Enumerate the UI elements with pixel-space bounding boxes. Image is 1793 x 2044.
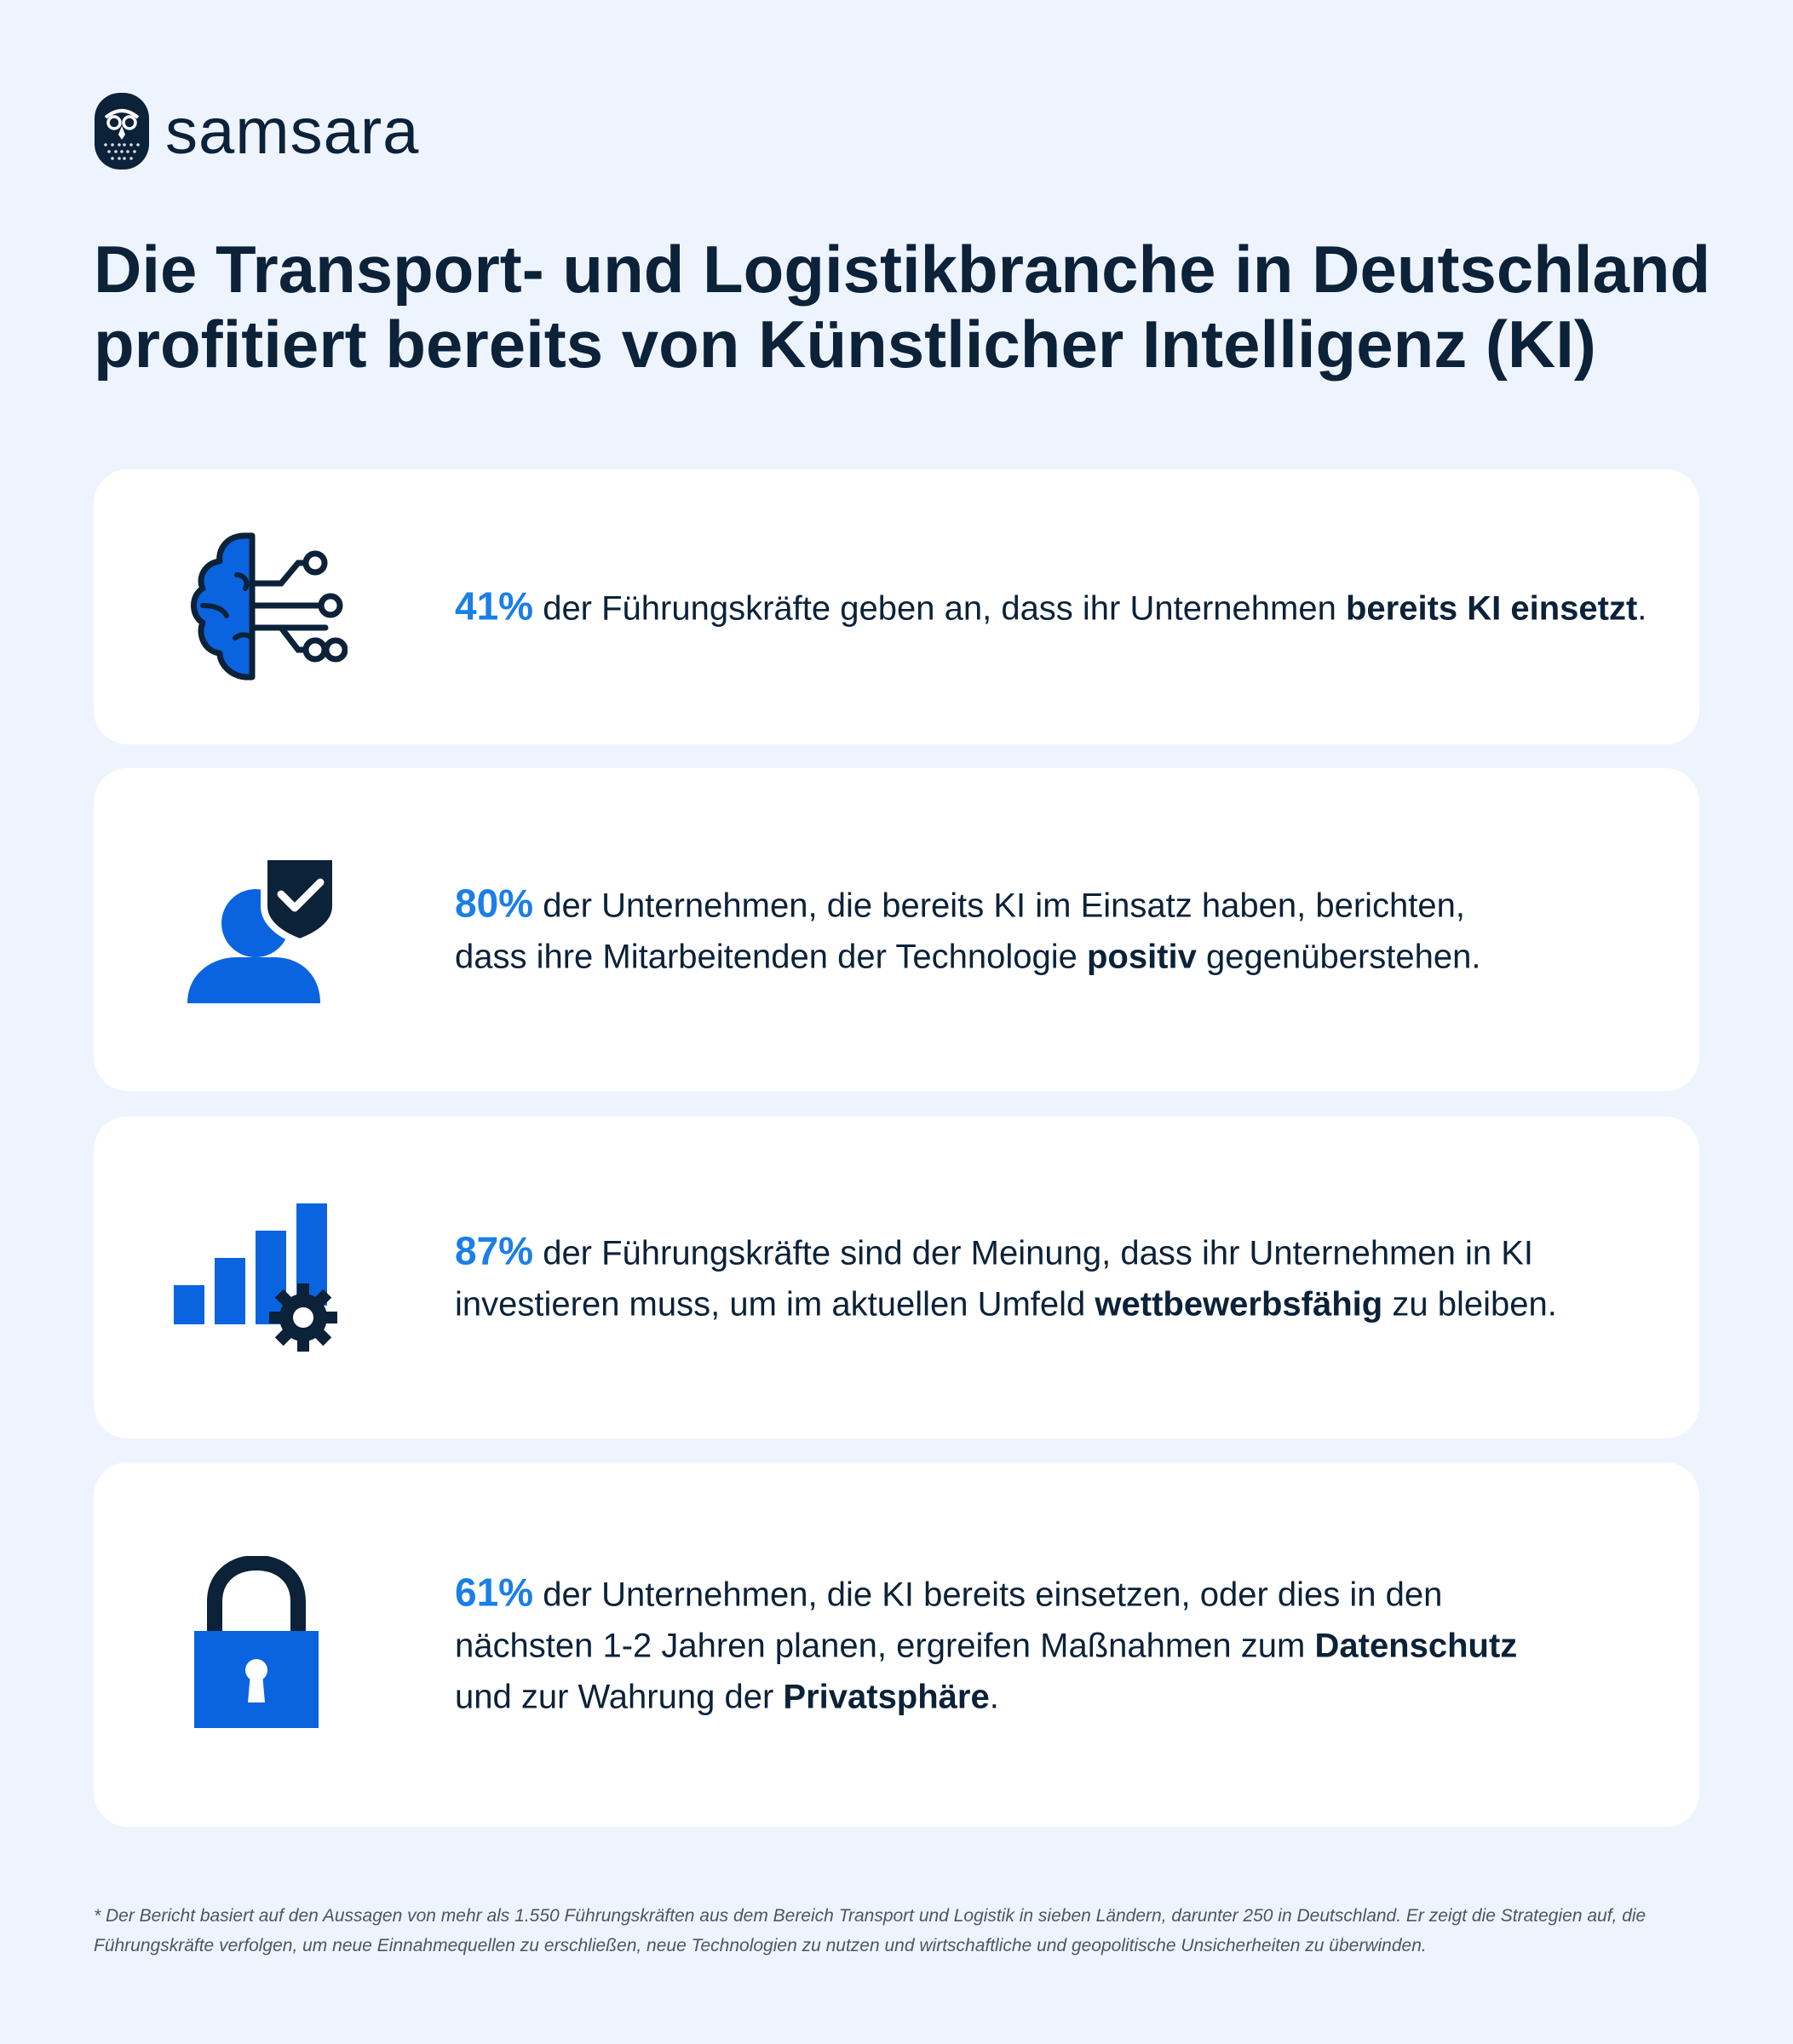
brain-circuit-icon bbox=[186, 527, 348, 689]
owl-logo-icon bbox=[94, 92, 150, 170]
page-title: Die Transport- und Logistikbranche in Deutschland profitiert bereits von Künstlicher Intelligenz (KI) bbox=[94, 232, 1711, 382]
stat-text: 61% der Unternehmen, die KI bereits einsetzen, oder dies in den nächsten 1-2 Jahren planen, ergreifen Maßnahmen zum Datenschutz und zur Wahrung der Privatsphäre. bbox=[455, 1570, 1518, 1716]
stat-card-ai-usage bbox=[94, 469, 1699, 744]
stat-card-data-protection bbox=[94, 1462, 1699, 1827]
stat-card-investment bbox=[94, 1117, 1699, 1438]
footnote: * Der Bericht basiert auf den Aussagen von mehr als 1.550 Führungskräften aus dem Bereich Transport und Logistik in sieben Ländern, darunter 250 in Deutschland. Er zeigt die Strategien auf, die Führungskräfte verfolgen, um neue Einnahmequellen zu erschließen, neue Technologien zu nutzen und wirtschaftliche und geopolitische Unsicherheiten zu überwinden. bbox=[94, 1906, 1646, 1955]
stat-card-employee-attitude bbox=[94, 768, 1699, 1091]
stat-text: 80% der Unternehmen, die bereits KI im Einsatz haben, berichten, dass ihre Mitarbeitenden der Technologie positiv gegenüberstehen. bbox=[455, 881, 1481, 975]
stat-percent: 41% bbox=[455, 583, 534, 628]
user-shield-check-icon bbox=[186, 853, 344, 1012]
padlock-icon bbox=[193, 1556, 320, 1730]
samsara-logo bbox=[94, 92, 419, 170]
stat-text: 41% der Führungskräfte geben an, dass ihr Unternehmen bereits KI einsetzt. bbox=[455, 583, 1647, 628]
stat-text: 87% der Führungskräfte sind der Meinung, dass ihr Unternehmen in KI investieren muss, um im aktuellen Umfeld wettbewerbsfähig zu bleiben. bbox=[455, 1228, 1557, 1323]
bar-chart-gear-icon bbox=[165, 1202, 353, 1355]
stat-percent: 87% bbox=[455, 1228, 534, 1273]
brand-name: samsara bbox=[165, 95, 420, 168]
stat-percent: 61% bbox=[455, 1570, 534, 1615]
stat-percent: 80% bbox=[455, 881, 534, 925]
